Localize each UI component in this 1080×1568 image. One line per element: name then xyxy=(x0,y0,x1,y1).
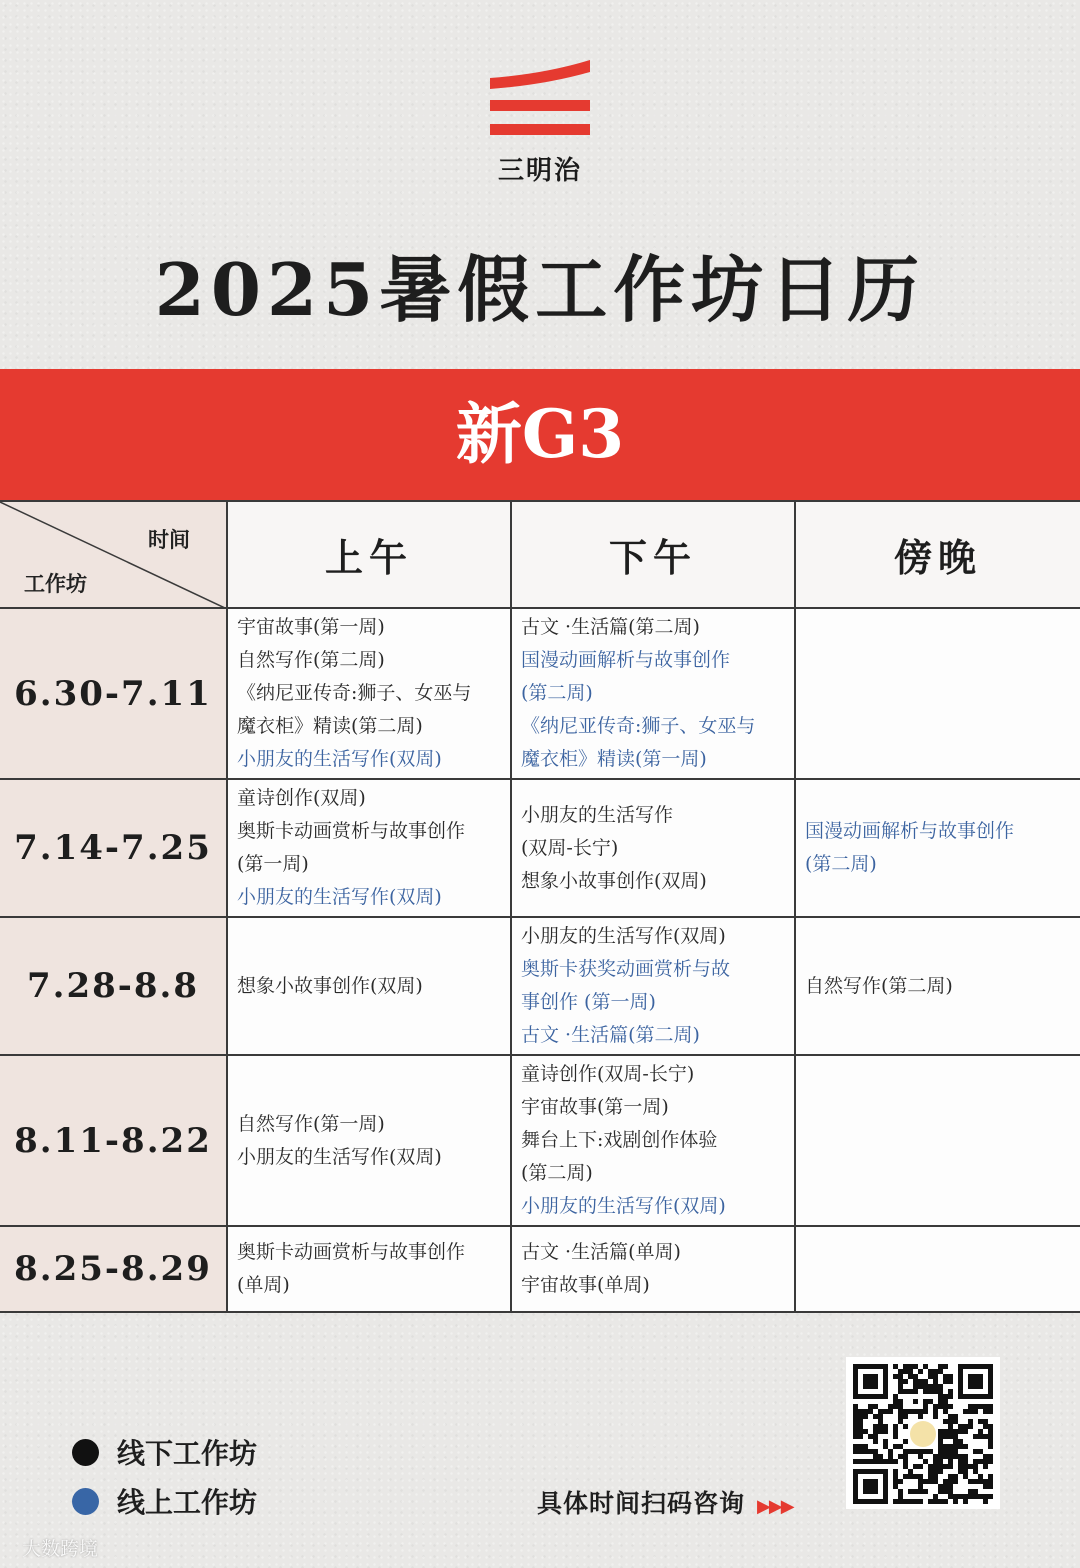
workshop-item: 小朋友的生活写作(双周) xyxy=(237,748,442,770)
workshop-item: 宇宙故事(第一周) xyxy=(237,616,385,638)
legend-offline-dot-icon xyxy=(72,1439,99,1466)
workshop-item: 古文 ·生活篇(单周) xyxy=(521,1241,681,1263)
qr-code-icon[interactable] xyxy=(846,1357,1000,1509)
workshop-item: 童诗创作(双周) xyxy=(237,787,366,809)
workshop-item: (第二周) xyxy=(521,1162,593,1184)
workshop-item: 小朋友的生活写作(双周) xyxy=(521,925,726,947)
page-title: 2025暑假工作坊日历 xyxy=(154,247,926,332)
legend-online xyxy=(72,1481,257,1521)
workshop-item: 想象小故事创作(双周) xyxy=(237,974,423,997)
brand-name: 三明治 xyxy=(497,156,582,186)
workshop-item: 宇宙故事(单周) xyxy=(521,1274,650,1296)
legend-offline-label: 线下工作坊 xyxy=(117,1437,258,1470)
workshop-item: 《纳尼亚传奇:狮子、女巫与 xyxy=(521,715,756,737)
workshop-item: 童诗创作(双周-长宁) xyxy=(521,1063,695,1085)
arrow-right-icon: ▶▶▶ xyxy=(757,1496,793,1517)
workshop-item: 国漫动画解析与故事创作 xyxy=(521,649,731,671)
table-row xyxy=(0,608,1080,779)
workshop-item: 奥斯卡动画赏析与故事创作 xyxy=(237,820,466,842)
workshop-item: (第二周) xyxy=(805,853,877,875)
corner-header xyxy=(0,501,227,608)
workshop-item: 小朋友的生活写作(双周) xyxy=(521,1195,726,1217)
workshop-item: 自然写作(第二周) xyxy=(237,649,385,671)
legend-online-label: 线上工作坊 xyxy=(117,1486,258,1519)
workshop-item: (单周) xyxy=(237,1274,290,1296)
header-evening: 傍晚 xyxy=(795,501,1080,608)
cell-morning xyxy=(227,779,511,917)
cell-morning xyxy=(227,608,511,779)
table-header-row xyxy=(0,501,1080,608)
cell-evening xyxy=(795,608,1080,779)
workshop-item: 事创作 (第一周) xyxy=(521,991,656,1013)
workshop-item: 奥斯卡获奖动画赏析与故 xyxy=(521,958,731,980)
workshop-item: 小朋友的生活写作(双周) xyxy=(237,1145,442,1168)
cell-morning xyxy=(227,917,511,1055)
corner-time-label: 时间 xyxy=(148,527,190,552)
workshop-item: 奥斯卡动画赏析与故事创作 xyxy=(237,1241,466,1263)
legend-online-dot-icon xyxy=(72,1488,99,1515)
table-row xyxy=(0,1226,1080,1312)
workshop-item: 魔衣柜》精读(第二周) xyxy=(237,715,423,737)
date-range: 7.28-8.8 xyxy=(0,917,227,1055)
workshop-item: 古文 ·生活篇(第二周) xyxy=(521,1024,700,1046)
workshop-item: 小朋友的生活写作 xyxy=(521,803,674,826)
workshop-item: 自然写作(第一周) xyxy=(237,1112,385,1135)
cell-morning xyxy=(227,1226,511,1312)
grade-title: 新G3 xyxy=(455,395,625,473)
workshop-item: 自然写作(第二周) xyxy=(805,974,953,997)
cell-afternoon xyxy=(511,1055,795,1226)
cell-morning xyxy=(227,1055,511,1226)
date-range: 8.11-8.22 xyxy=(0,1055,227,1226)
cell-evening xyxy=(795,1055,1080,1226)
watermark-text: 大数跨境 xyxy=(22,1538,99,1560)
date-range: 6.30-7.11 xyxy=(0,608,227,779)
consult-text: 具体时间扫码咨询 xyxy=(537,1489,746,1518)
workshop-item: (双周-长宁) xyxy=(521,836,619,859)
table-row xyxy=(0,779,1080,917)
table-row xyxy=(0,917,1080,1055)
workshop-item: 想象小故事创作(双周) xyxy=(521,869,707,892)
workshop-item: 宇宙故事(第一周) xyxy=(521,1096,669,1118)
workshop-item: 《纳尼亚传奇:狮子、女巫与 xyxy=(237,682,472,704)
date-range: 8.25-8.29 xyxy=(0,1226,227,1312)
grade-banner xyxy=(0,369,1080,500)
consult-note xyxy=(537,1484,793,1520)
corner-workshop-label: 工作坊 xyxy=(24,571,87,596)
cell-afternoon xyxy=(511,608,795,779)
cell-evening xyxy=(795,917,1080,1055)
workshop-item: 魔衣柜》精读(第一周) xyxy=(521,748,707,770)
legend-offline xyxy=(72,1432,257,1472)
table-row xyxy=(0,1055,1080,1226)
cell-evening xyxy=(795,779,1080,917)
workshop-item: (第二周) xyxy=(521,682,593,704)
workshop-item: 国漫动画解析与故事创作 xyxy=(805,820,1015,842)
workshop-item: 古文 ·生活篇(第二周) xyxy=(521,616,700,638)
cell-afternoon xyxy=(511,917,795,1055)
workshop-item: 小朋友的生活写作(双周) xyxy=(237,886,442,908)
cell-evening xyxy=(795,1226,1080,1312)
workshop-item: 舞台上下:戏剧创作体验 xyxy=(521,1129,718,1151)
cell-afternoon xyxy=(511,779,795,917)
header-morning: 上午 xyxy=(227,501,511,608)
date-range: 7.14-7.25 xyxy=(0,779,227,917)
header-afternoon: 下午 xyxy=(511,501,795,608)
workshop-item: (第一周) xyxy=(237,853,309,875)
schedule-table xyxy=(0,500,1080,1313)
cell-afternoon xyxy=(511,1226,795,1312)
